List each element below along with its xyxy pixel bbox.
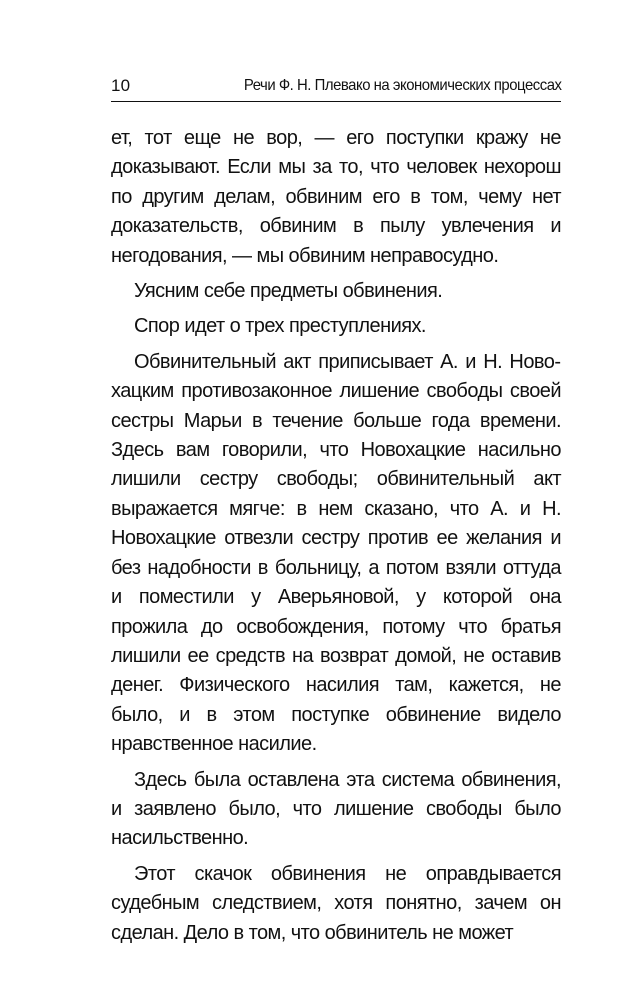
paragraph: Уясним себе предметы обвинения. <box>134 280 443 303</box>
paragraph: Этот скачок обвинения не оправдывается судебным следствием, хотя понятно, зачем он сделан. Дело в том, что обвинитель не может <box>111 862 561 944</box>
paragraph-continued: ет, тот еще не вор, — его поступки кражу не доказывают. Если мы за то, что человек нехорош по другим делам, обвиним его в том, чему нет доказательств, обвиним в пылу увлечения и негодования, — мы обвиним неправосудно. <box>111 127 561 267</box>
header-rule <box>111 101 561 102</box>
running-header <box>111 70 561 104</box>
running-title: Речи Ф. Н. Плевако на экономических процессах <box>243 77 561 94</box>
paragraph: Обвинительный акт приписывает А. и Н. Новохацким противозаконное лишение свободы своей сестры Марьи в течение больше года времени. Здесь вам говорили, что Новохацкие насильно лишили сестру свободы; обвинительный акт выражается мягче: в нем сказано, что А. и Н. Новохацкие отвезли сестру против ее желания и без надобности в больницу, а потом взяли оттуда и поместили у Аверьяновой, у которой она прожила до освобождения, потому что братья лишили ее средств на возврат домой, не оставив денег. Физического насилия там, кажется, не было, и в этом поступке обвинение видело нравственное насилие. <box>111 350 561 756</box>
page-number: 10 <box>111 76 131 95</box>
body-text <box>111 124 561 954</box>
paragraph: Спор идет о трех преступлениях. <box>134 315 426 338</box>
paragraph: Здесь была оставлена эта система обвинения, и заявлено было, что лишение свободы было насильственно. <box>111 768 561 850</box>
